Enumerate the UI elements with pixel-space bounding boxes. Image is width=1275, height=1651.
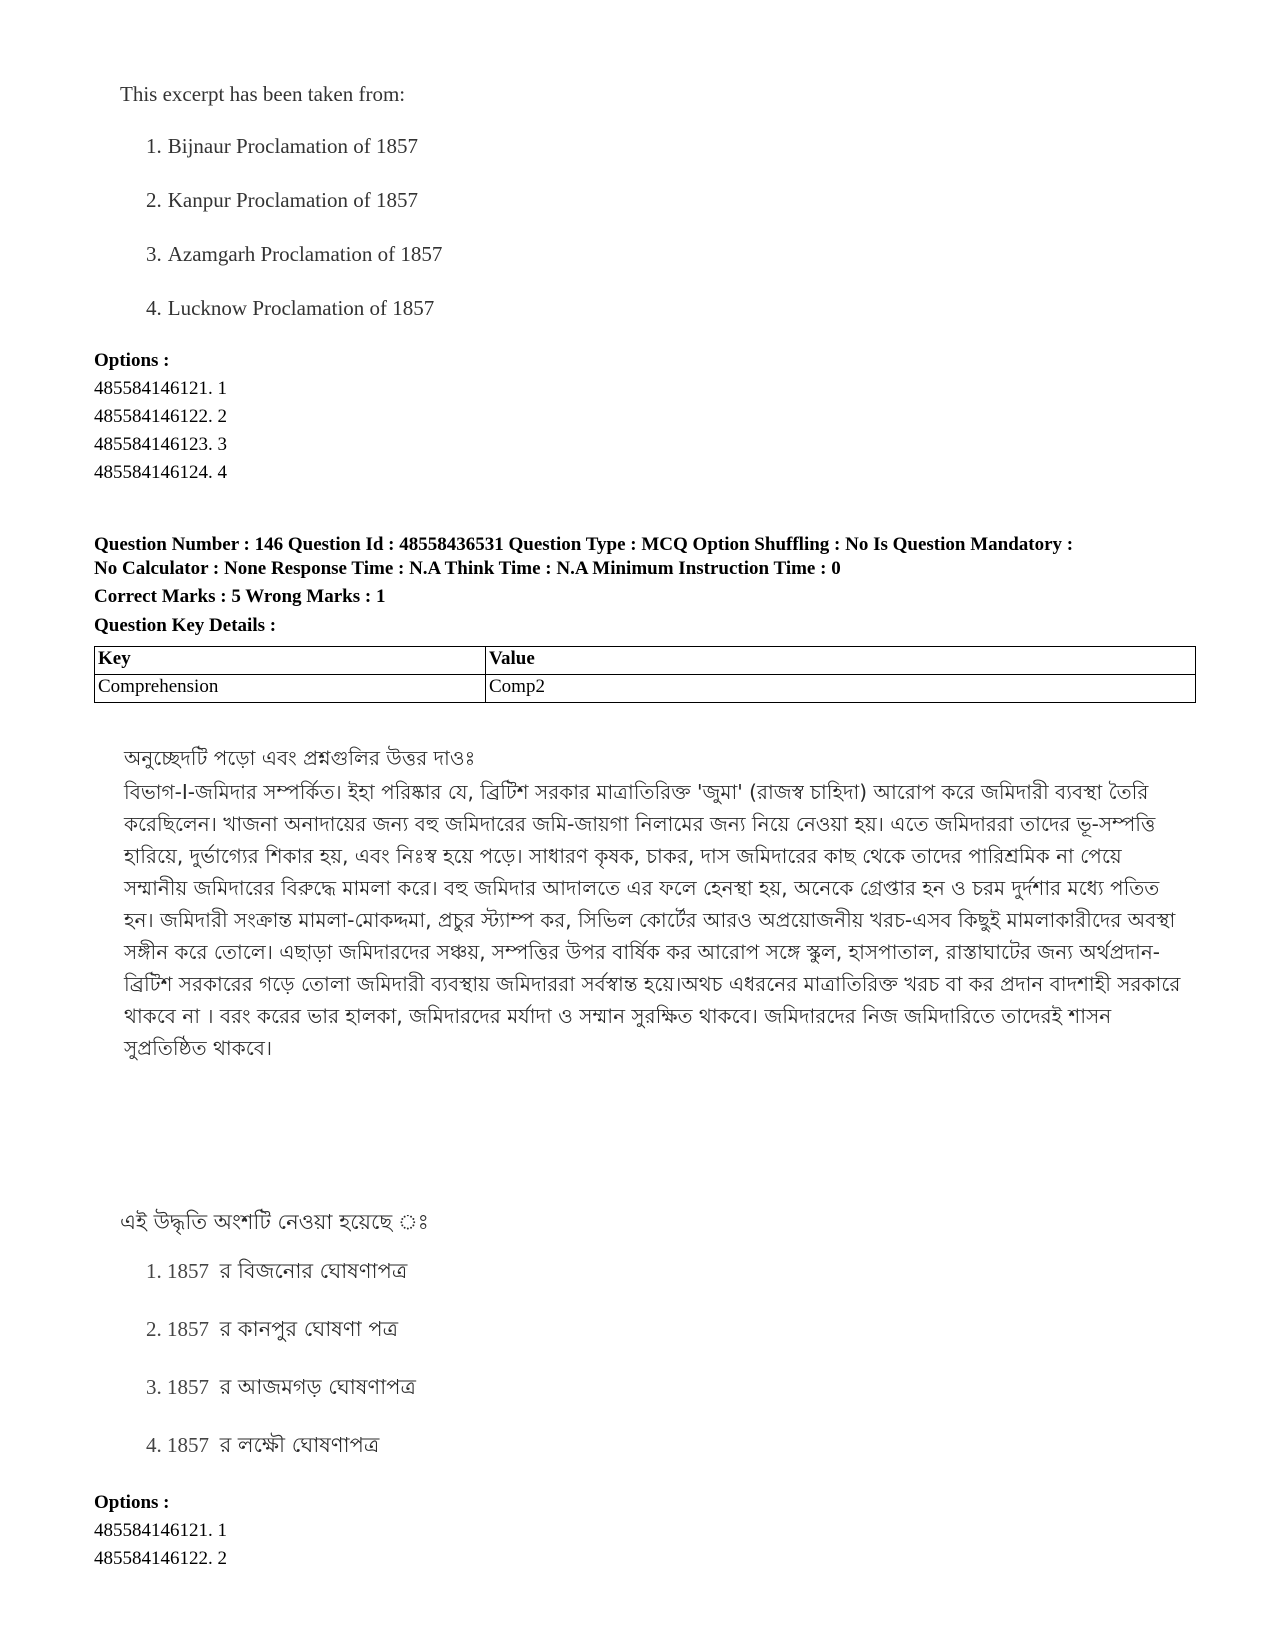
key-details-table xyxy=(94,646,1196,703)
option-item: 485584146124. 4 xyxy=(94,462,227,483)
comprehension-passage xyxy=(124,742,1184,1064)
excerpt-intro: This excerpt has been taken from: xyxy=(120,82,406,106)
table-row xyxy=(95,675,1196,703)
marks-line: Correct Marks : 5 Wrong Marks : 1 xyxy=(94,586,386,607)
question-header-line: No Calculator : None Response Time : N.A Think Time : N.A Minimum Instruction Time : 0 xyxy=(94,558,841,579)
table-cell: Comprehension xyxy=(95,675,486,703)
excerpt-option-list-bengali xyxy=(146,1258,416,1490)
excerpt-option: 3. Azamgarh Proclamation of 1857 xyxy=(146,242,443,266)
excerpt-intro-bengali: এই উদ্ধৃতি অংশটি নেওয়া হয়েছে ঃ xyxy=(120,1210,429,1234)
option-item: 485584146121. 1 xyxy=(94,1520,227,1541)
passage-instruction: অনুচ্ছেদটি পড়ো এবং প্রশ্নগুলির উত্তর দাওঃ xyxy=(124,746,476,770)
options-label: Options : xyxy=(94,1492,170,1513)
options-list xyxy=(94,1517,227,1573)
options-label: Options : xyxy=(94,350,170,371)
excerpt-option: 4. 1857 র লক্ষৌ ঘোষণাপত্র xyxy=(146,1433,380,1457)
table-header-row xyxy=(95,647,1196,675)
option-item: 485584146122. 2 xyxy=(94,1548,227,1569)
question-header xyxy=(94,533,1204,581)
question-header-line: Question Number : 146 Question Id : 48558436531 Question Type : MCQ Option Shuffling : No Is Question Mandatory : xyxy=(94,534,1074,555)
table-cell: Comp2 xyxy=(486,675,1196,703)
option-item: 485584146121. 1 xyxy=(94,378,227,399)
option-item: 485584146122. 2 xyxy=(94,406,227,427)
options-list xyxy=(94,375,227,487)
passage-body: বিভাগ-I-জমিদার সম্পর্কিত। ইহা পরিষ্কার যে, ব্রিটিশ সরকার মাত্রাতিরিক্ত 'জুমা' (রাজস্ব চাহিদা) আরোপ করে জমিদারী ব্যবস্থা তৈরি করেছিলেন। খাজনা অনাদায়ের জন্য বহু জমিদারের জমি-জায়গা নিলামের জন্য নিয়ে নেওয়া হয়। এতে জমিদাররা তাদের ভূ-সম্পত্তি হারিয়ে, দুর্ভাগ্যের শিকার হয়, এবং নিঃস্ব হয়ে পড়ে। সাধারণ কৃষক, চাকর, দাস জমিদারের কাছ থেকে তাদের পারিশ্রমিক না পেয়ে সম্মানীয় জমিদারের বিরুদ্ধে মামলা করে। বহু জমিদার আদালতে এর ফলে হেনস্থা হয়, অনেকে গ্রেপ্তার হন ও চরম দুর্দশার মধ্যে পতিত হন। জমিদারী সংক্রান্ত মামলা-মোকদ্দমা, প্রচুর স্ট্যাম্প কর, সিভিল কোর্টের আরও অপ্রয়োজনীয় খরচ-এসব কিছুই মামলাকারীদের অবস্থা সঙ্গীন করে তোলে। এছাড়া জমিদারদের সঞ্চয়, সম্পত্তির উপর বার্ষিক কর আরোপ সঙ্গে স্কুল, হাসপাতাল, রাস্তাঘাটের জন্য অর্থপ্রদান-ব্রিটিশ সরকারের গড়ে তোলা জমিদারী ব্যবস্থায় জমিদাররা সর্বস্বান্ত হয়ে।অথচ এধরনের মাত্রাতিরিক্ত খরচ বা কর প্রদান বাদশাহী সরকারে থাকবে না । বরং করের ভার হালকা, জমিদারদের মর্যাদা ও সম্মান সুরক্ষিত থাকবে। জমিদারদের নিজ জমিদারিতে তাদেরই শাসন সুপ্রতিষ্ঠিত থাকবে। xyxy=(124,780,1181,1060)
table-header-key: Key xyxy=(95,647,486,675)
excerpt-option: 2. 1857 র কানপুর ঘোষণা পত্র xyxy=(146,1317,399,1341)
excerpt-option: 2. Kanpur Proclamation of 1857 xyxy=(146,188,418,212)
excerpt-option: 3. 1857 র আজমগড় ঘোষণাপত্র xyxy=(146,1375,416,1399)
excerpt-option: 4. Lucknow Proclamation of 1857 xyxy=(146,296,435,320)
key-details-label: Question Key Details : xyxy=(94,615,277,636)
excerpt-option: 1. Bijnaur Proclamation of 1857 xyxy=(146,134,418,158)
option-item: 485584146123. 3 xyxy=(94,434,227,455)
excerpt-option-list xyxy=(146,134,442,350)
table-header-value: Value xyxy=(486,647,1196,675)
excerpt-option: 1. 1857 র বিজনোর ঘোষণাপত্র xyxy=(146,1259,408,1283)
